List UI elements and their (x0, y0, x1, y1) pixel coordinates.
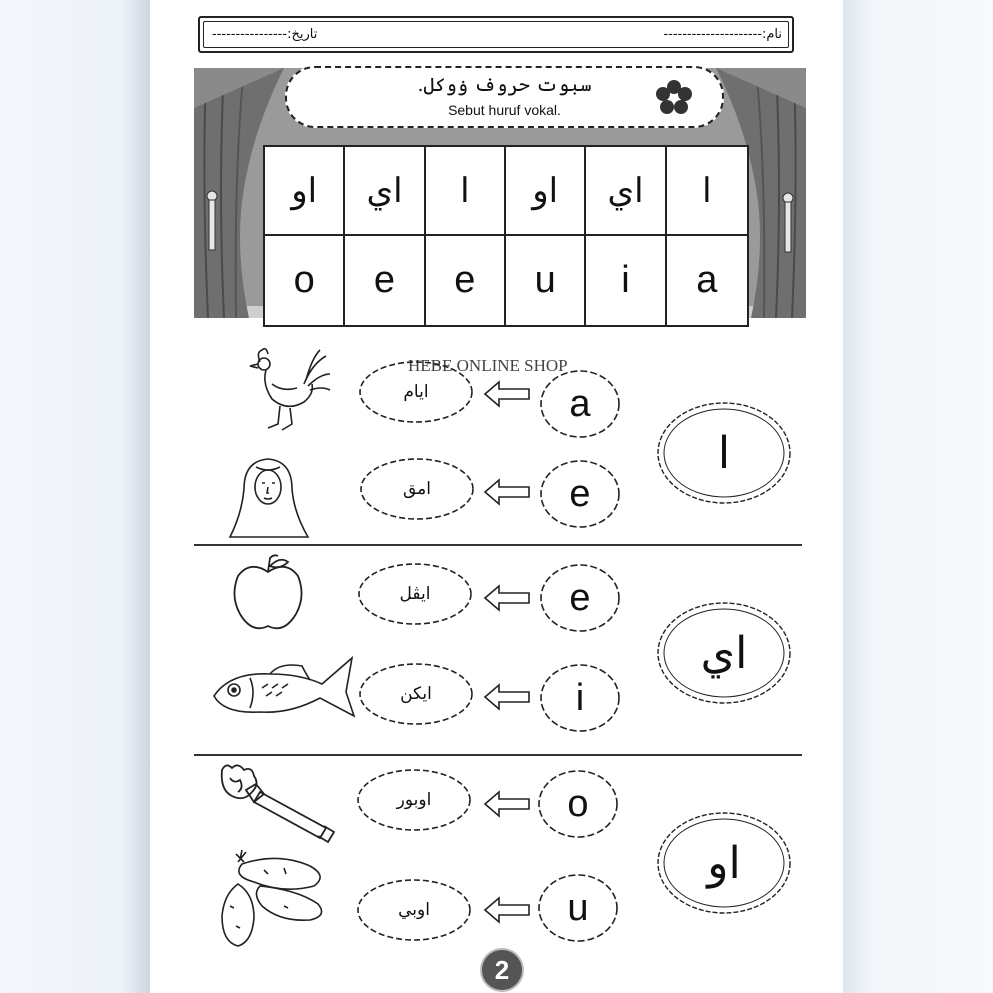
vowel-table (263, 145, 749, 327)
word-cloud (355, 560, 475, 628)
roman-letter: o (567, 782, 589, 825)
arrow-left-icon (483, 683, 531, 711)
apple-icon (230, 552, 306, 636)
name-dashes: --------------------- (663, 27, 762, 42)
roman-letter: e (569, 472, 591, 515)
hibiscus-icon (656, 80, 692, 114)
vowel-roman-cell: a (696, 259, 718, 301)
date-dashes: ---------------- (212, 27, 288, 42)
page-number: 2 (480, 948, 524, 992)
vowel-roman-cell: u (506, 236, 586, 325)
date-label: تاريخ: (287, 27, 318, 42)
jawi-letter: ا (717, 427, 731, 479)
arrow-left-icon (483, 896, 531, 924)
vowel-roman-cell: i (586, 236, 666, 325)
letter-circle (538, 562, 622, 634)
watermark-text: HEBE ONLINE SHOP (408, 356, 568, 375)
vowel-roman-cell: o (265, 236, 345, 325)
arrow-left-icon (483, 790, 531, 818)
rooster-icon (242, 344, 332, 432)
instruction-arabic: سبوت حروف ۏوكل. (417, 74, 592, 96)
arrow-left-icon (483, 584, 531, 612)
letter-circle (538, 662, 622, 734)
roman-letter: u (567, 886, 589, 929)
section-divider (194, 544, 802, 546)
jawi-letter: او (707, 837, 741, 889)
jawi-word: ايكن (400, 684, 432, 704)
letter-circle (536, 872, 620, 944)
vowel-jawi-cell: او (265, 147, 345, 236)
woman-headscarf-icon (228, 455, 310, 539)
worksheet-page (150, 0, 843, 993)
vowel-jawi-cell: ا (667, 147, 747, 236)
header-box (198, 16, 794, 53)
torch-icon (216, 762, 344, 844)
date-field (212, 27, 317, 42)
word-cloud (354, 876, 474, 944)
letter-circle (536, 768, 620, 840)
arrow-left-icon (483, 380, 531, 408)
vowel-jawi-cell: اي (345, 147, 425, 236)
vowel-jawi-cell: اي (586, 147, 666, 236)
letter-circle (538, 458, 622, 530)
jawi-letter: اي (700, 627, 748, 679)
word-cloud (356, 660, 476, 728)
page-edge-right (843, 0, 993, 993)
roman-letter: i (575, 676, 585, 719)
jawi-word: اوبي (398, 900, 430, 920)
instruction-box (285, 66, 724, 128)
arrow-left-icon (483, 478, 531, 506)
section-divider (194, 754, 802, 756)
roman-letter: a (569, 382, 591, 425)
jawi-word: ايام (403, 382, 429, 402)
sweet-potato-icon (214, 846, 332, 950)
word-cloud (357, 455, 477, 523)
vowel-jawi-cell: ا (426, 147, 506, 236)
jawi-letter-oval (653, 398, 795, 508)
vowel-jawi-cell: او (506, 147, 586, 236)
jawi-word: ايڤل (399, 584, 431, 604)
jawi-word: امق (402, 479, 431, 499)
vowel-roman-cell: e (345, 236, 425, 325)
vowel-roman-cell: e (426, 236, 506, 325)
letter-circle (538, 368, 622, 440)
instruction-malay: Sebut huruf vokal. (448, 102, 561, 118)
jawi-letter-oval (653, 598, 795, 708)
name-label: نام: (761, 27, 782, 42)
word-cloud (354, 766, 474, 834)
name-field (663, 27, 782, 42)
fish-icon (210, 644, 358, 724)
jawi-letter-oval (653, 808, 795, 918)
jawi-word: اوبور (396, 790, 432, 810)
roman-letter: e (569, 576, 591, 619)
page-edge-left (0, 0, 150, 993)
